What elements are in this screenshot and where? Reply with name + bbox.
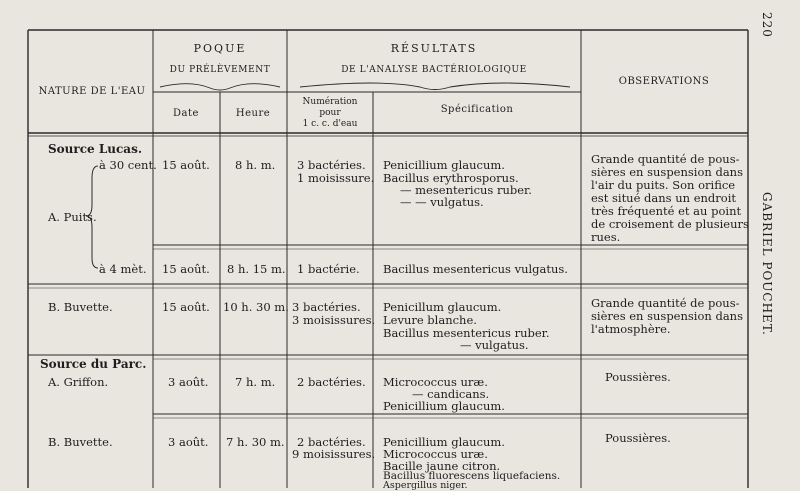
- lucas-puits: A. Puits.: [48, 210, 97, 224]
- row1-num-1: 3 bactéries.: [297, 158, 366, 172]
- row5-num-2: 9 moisissures.: [292, 447, 376, 461]
- row1-spec-3: — mesentericus ruber.: [400, 183, 532, 197]
- page-number: 220: [760, 12, 774, 38]
- row3-obs-1: Grande quantité de pous-: [591, 296, 740, 310]
- row1-obs-1: Grande quantité de pous-: [591, 152, 740, 166]
- header-observations: OBSERVATIONS: [618, 76, 710, 87]
- row5-spec-4: Bacillus fluorescens liquefaciens.: [383, 470, 561, 482]
- row3-obs-2: sières en suspension dans: [591, 309, 743, 323]
- row1-spec-1: Penicillium glaucum.: [383, 158, 505, 172]
- row5-spec-5: Aspergillus niger.: [383, 480, 468, 491]
- header-resultats-sub: DE L'ANALYSE BACTÉRIOLOGIQUE: [341, 65, 527, 75]
- row4-spec-3: Penicillium glaucum.: [383, 399, 505, 413]
- header-resultats: RÉSULTATS: [390, 42, 478, 55]
- row5-spec-2: Micrococcus uræ.: [383, 447, 488, 461]
- row5-nature: B. Buvette.: [48, 435, 113, 449]
- row1-spec-4: — — vulgatus.: [400, 195, 484, 209]
- row4-spec-1: Micrococcus uræ.: [383, 375, 488, 389]
- running-head: GABRIEL POUCHET.: [760, 192, 774, 336]
- row4-nature: A. Griffon.: [48, 375, 109, 389]
- row3-date: 15 août.: [162, 300, 210, 314]
- row1-obs-2: sières en suspension dans: [591, 165, 743, 179]
- header-nature: NATURE DE L'EAU: [38, 86, 146, 97]
- row3-num-2: 3 moisissures.: [292, 313, 376, 327]
- header-numeration: Numération: [302, 97, 358, 107]
- row1-date: 15 août.: [162, 158, 210, 172]
- row3-obs-3: l'atmosphère.: [591, 322, 671, 336]
- header-heure: Heure: [235, 108, 271, 119]
- header-specification: Spécification: [440, 104, 514, 115]
- row5-heure: 7 h. 30 m.: [226, 435, 285, 449]
- row1-obs-5: très fréquenté et au point: [591, 204, 742, 218]
- row1-obs-4: est situé dans un endroit: [591, 191, 736, 205]
- row1-obs-7: rues.: [591, 230, 621, 244]
- row3-spec-4: — vulgatus.: [460, 338, 529, 352]
- row5-date: 3 août.: [168, 435, 209, 449]
- lucas-depth-30: à 30 cent.: [99, 158, 157, 172]
- row2-spec: Bacillus mesentericus vulgatus.: [383, 262, 568, 276]
- row3-num-1: 3 bactéries.: [292, 300, 361, 314]
- header-epoque: POQUE: [193, 42, 247, 55]
- row4-num: 2 bactéries.: [297, 375, 366, 389]
- header-numeration-unit: 1 c. c. d'eau: [302, 119, 358, 129]
- source-parc-title: Source du Parc.: [40, 357, 147, 371]
- header-date: Date: [173, 108, 199, 119]
- header-numeration-pour: pour: [319, 108, 341, 118]
- row3-spec-2: Levure blanche.: [383, 313, 477, 327]
- row3-nature: B. Buvette.: [48, 300, 113, 314]
- row5-num-1: 2 bactéries.: [297, 435, 366, 449]
- row4-obs: Poussières.: [605, 370, 671, 384]
- row5-obs: Poussières.: [605, 431, 671, 445]
- row2-date: 15 août.: [162, 262, 210, 276]
- row4-date: 3 août.: [168, 375, 209, 389]
- source-lucas-title: Source Lucas.: [48, 142, 143, 156]
- lucas-depth-4: à 4 mèt.: [99, 262, 147, 276]
- row1-obs-6: de croisement de plusieurs: [591, 217, 749, 231]
- row5-spec-1: Penicillium glaucum.: [383, 435, 505, 449]
- header-epoque-sub: DU PRÉLÈVEMENT: [169, 65, 271, 75]
- row5-spec-3: Bacille jaune citron.: [383, 459, 501, 473]
- row1-heure: 8 h. m.: [235, 158, 276, 172]
- row1-obs-3: l'air du puits. Son orifice: [591, 178, 736, 192]
- row2-num: 1 bactérie.: [297, 262, 360, 276]
- row1-spec-2: Bacillus erythrosporus.: [383, 171, 519, 185]
- row4-heure: 7 h. m.: [235, 375, 276, 389]
- row3-spec-1: Penicillum glaucum.: [383, 300, 502, 314]
- row3-heure: 10 h. 30 m.: [223, 300, 289, 314]
- row4-spec-2: — candicans.: [412, 387, 490, 401]
- row3-spec-3: Bacillus mesentericus ruber.: [383, 326, 550, 340]
- row1-num-2: 1 moisissure.: [297, 171, 375, 185]
- row2-heure: 8 h. 15 m.: [227, 262, 286, 276]
